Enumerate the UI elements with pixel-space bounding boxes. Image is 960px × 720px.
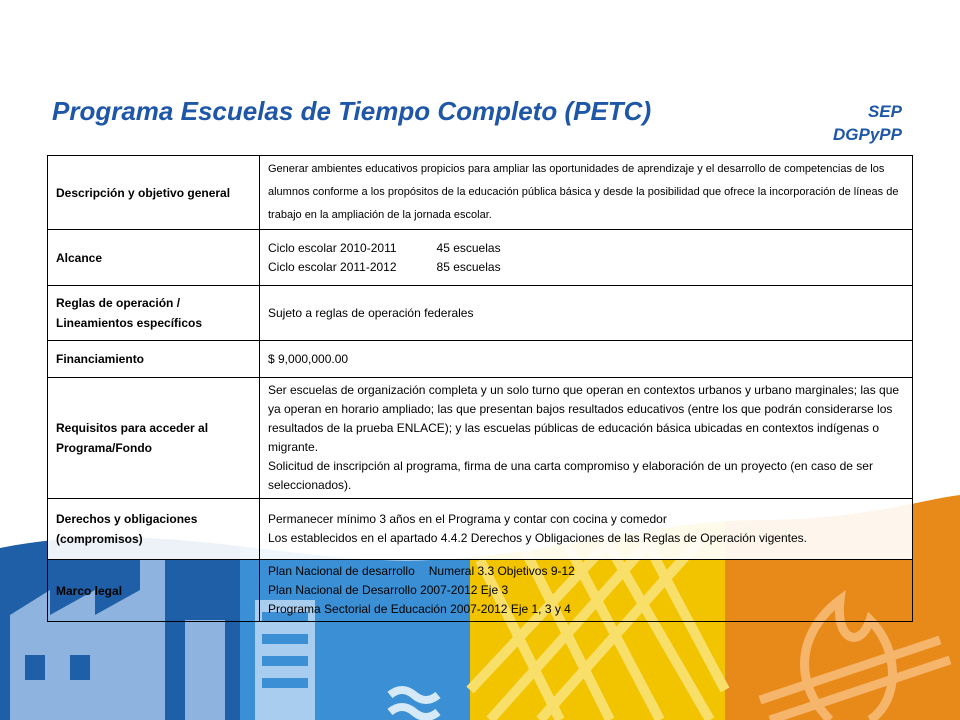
row-label: Reglas de operación / Lineamientos específicos	[48, 286, 260, 341]
table-row-requisitos	[48, 378, 913, 499]
page-title: Programa Escuelas de Tiempo Completo (PETC)	[52, 96, 652, 126]
row-value: $ 9,000,000.00	[260, 341, 913, 378]
org-line-dgpypp: DGPyPP	[833, 125, 902, 144]
ciclo-text: Ciclo escolar 2010-2011	[268, 240, 397, 255]
escuelas-text: 45 escuelas	[436, 240, 501, 255]
ciclo-text: Ciclo escolar 2011-2012	[268, 259, 397, 274]
table-row-marco	[48, 560, 913, 622]
row-value	[260, 560, 913, 622]
row-label: Derechos y obligaciones (compromisos)	[48, 499, 260, 560]
marco-line: Programa Sectorial de Educación 2007-2012 Eje 1, 3 y 4	[268, 602, 571, 616]
organization-label	[833, 100, 902, 146]
alcance-item	[268, 239, 908, 258]
requisitos-paragraph: Solicitud de inscripción al programa, firma de una carta compromiso y elaboración de un proyecto (en caso de ser seleccionados).	[268, 459, 873, 492]
org-line-sep: SEP	[867, 102, 902, 121]
program-info-table	[47, 155, 913, 622]
table-row-derechos	[48, 499, 913, 560]
row-value: Generar ambientes educativos propicios para ampliar las oportunidades de aprendizaje y el desarrollo de competencias de los alumnos conforme a los propósitos de la educación pública básica y desde la posibilidad que ofrece la incorporación de líneas de trabajo en la ampliación de la jornada escolar.	[260, 156, 913, 230]
row-label: Descripción y objetivo general	[48, 156, 260, 230]
row-value	[260, 378, 913, 499]
marco-line-part: Plan Nacional de desarrollo	[268, 564, 415, 578]
derechos-line: Permanecer mínimo 3 años en el Programa y contar con cocina y comedor	[268, 512, 667, 526]
row-value	[260, 230, 913, 286]
row-label: Requisitos para acceder al Programa/Fondo	[48, 378, 260, 499]
row-label: Financiamiento	[48, 341, 260, 378]
table-row-reglas	[48, 286, 913, 341]
alcance-item	[268, 258, 908, 277]
table-row-financiamiento	[48, 341, 913, 378]
row-label: Alcance	[48, 230, 260, 286]
derechos-line: Los establecidos en el apartado 4.4.2 Derechos y Obligaciones de las Reglas de Operación vigentes.	[268, 531, 807, 545]
escuelas-text: 85 escuelas	[436, 259, 501, 274]
marco-line	[268, 562, 908, 581]
table-row-alcance	[48, 230, 913, 286]
row-value	[260, 499, 913, 560]
marco-line-part: Numeral 3.3 Objetivos 9-12	[428, 564, 575, 578]
row-label: Marco legal	[48, 560, 260, 622]
row-value: Sujeto a reglas de operación federales	[260, 286, 913, 341]
marco-line: Plan Nacional de Desarrollo 2007-2012 Eje 3	[268, 583, 509, 597]
requisitos-paragraph: Ser escuelas de organización completa y un solo turno que operan en contextos urbanos y urbano marginales; las que ya operan en horario ampliado; las que presentan bajos resultados educativos (entre los que podrán considerarse los resultados de la prueba ENLACE); y las escuelas públicas de educación básica ubicadas en contextos indígenas o migrante.	[268, 383, 900, 454]
table-row-descripcion	[48, 156, 913, 230]
